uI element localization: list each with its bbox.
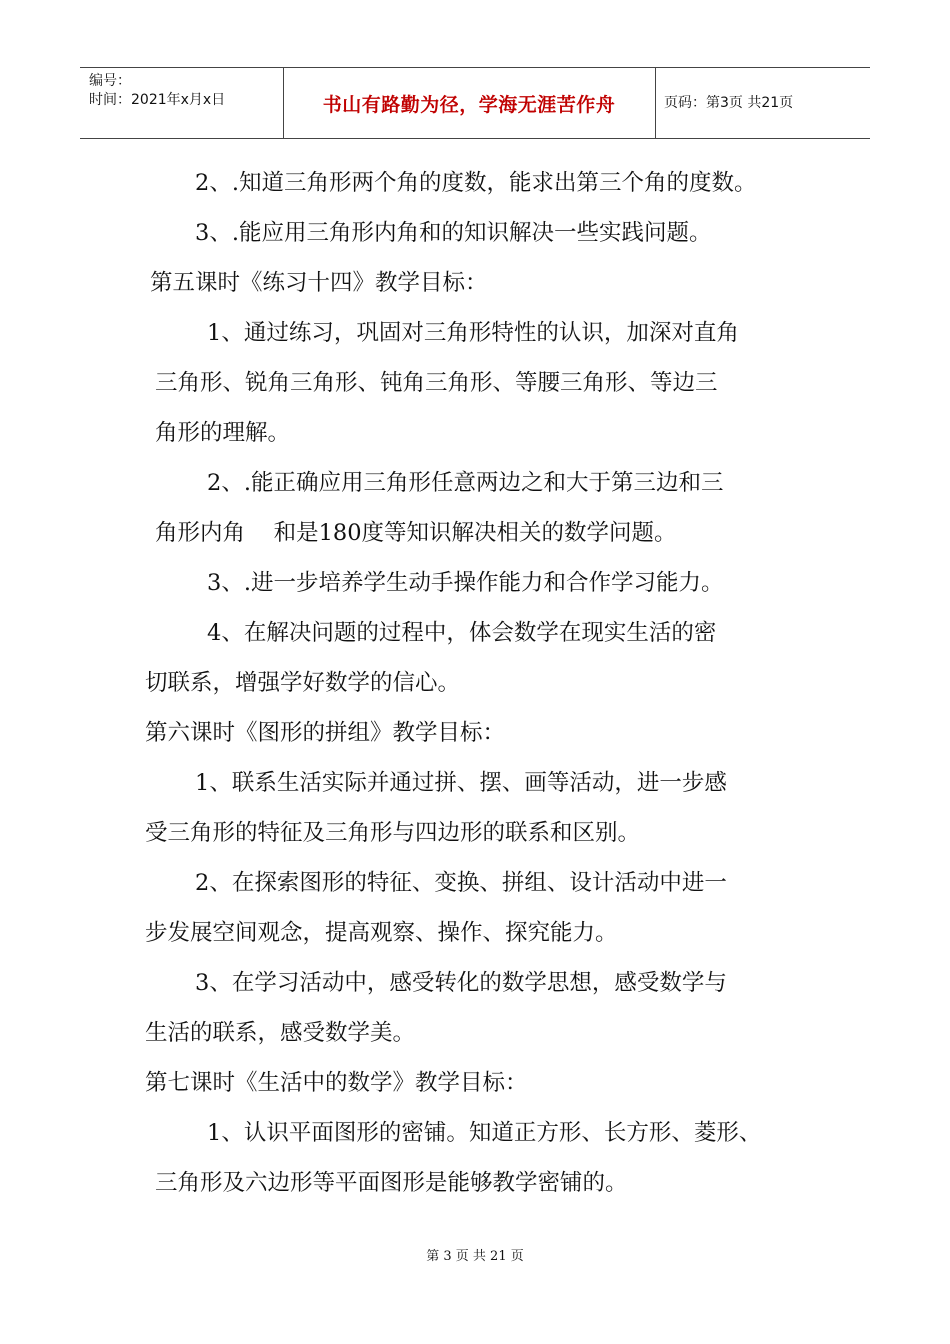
header-meta-cell [80,68,284,138]
body-line: 2、在探索图形的特征、变换、拼组、设计活动中进一 [195,870,727,896]
page-footer: 第 3 页 共 21 页 [426,1249,524,1264]
body-line: 切联系，增强学好数学的信心。 [145,670,461,696]
body-line: 角形内角 和是180度等知识解决相关的数学问题。 [155,520,677,546]
section-heading: 第五课时《练习十四》教学目标： [150,270,488,296]
body-line: 3、.进一步培养学生动手操作能力和合作学习能力。 [207,570,724,596]
body-line: 2、.能正确应用三角形任意两边之和大于第三边和三 [207,470,724,496]
body-line: 1、认识平面图形的密铺。知道正方形、长方形、菱形、 [207,1120,762,1146]
header-page-cell [656,68,870,138]
body-line: 2、.知道三角形两个角的度数，能求出第三个角的度数。 [195,170,757,196]
body-line: 1、联系生活实际并通过拼、摆、画等活动，进一步感 [195,770,727,796]
body-line: 三角形、锐角三角形、钝角三角形、等腰三角形、等边三 [155,370,718,396]
body-line: 步发展空间观念，提高观察、操作、探究能力。 [145,920,618,946]
section-heading: 第七课时《生活中的数学》教学目标： [145,1070,528,1096]
motto-text: 书山有路勤为径，学海无涯苦作舟 [322,93,616,116]
body-line: 受三角形的特征及三角形与四边形的联系和区别。 [145,820,641,846]
body-line: 1、通过练习，巩固对三角形特性的认识，加深对直角 [207,320,739,346]
body-line: 三角形及六边形等平面图形是能够教学密铺的。 [155,1170,628,1196]
page-header [80,67,870,139]
body-line: 3、.能应用三角形内角和的知识解决一些实践问题。 [195,220,712,246]
section-heading: 第六课时《图形的拼组》教学目标： [145,720,506,746]
body-line: 3、在学习活动中，感受转化的数学思想，感受数学与 [195,970,727,996]
header-motto-cell [283,68,656,138]
number-label: 编号： [89,73,131,89]
time-label: 时间：2021年x月x日 [89,92,226,108]
body-line: 4、在解决问题的过程中，体会数学在现实生活的密 [207,620,717,646]
header-page-label: 页码：第3页 共21页 [664,94,794,111]
body-line: 生活的联系，感受数学美。 [145,1020,416,1046]
body-line: 角形的理解。 [155,420,291,446]
